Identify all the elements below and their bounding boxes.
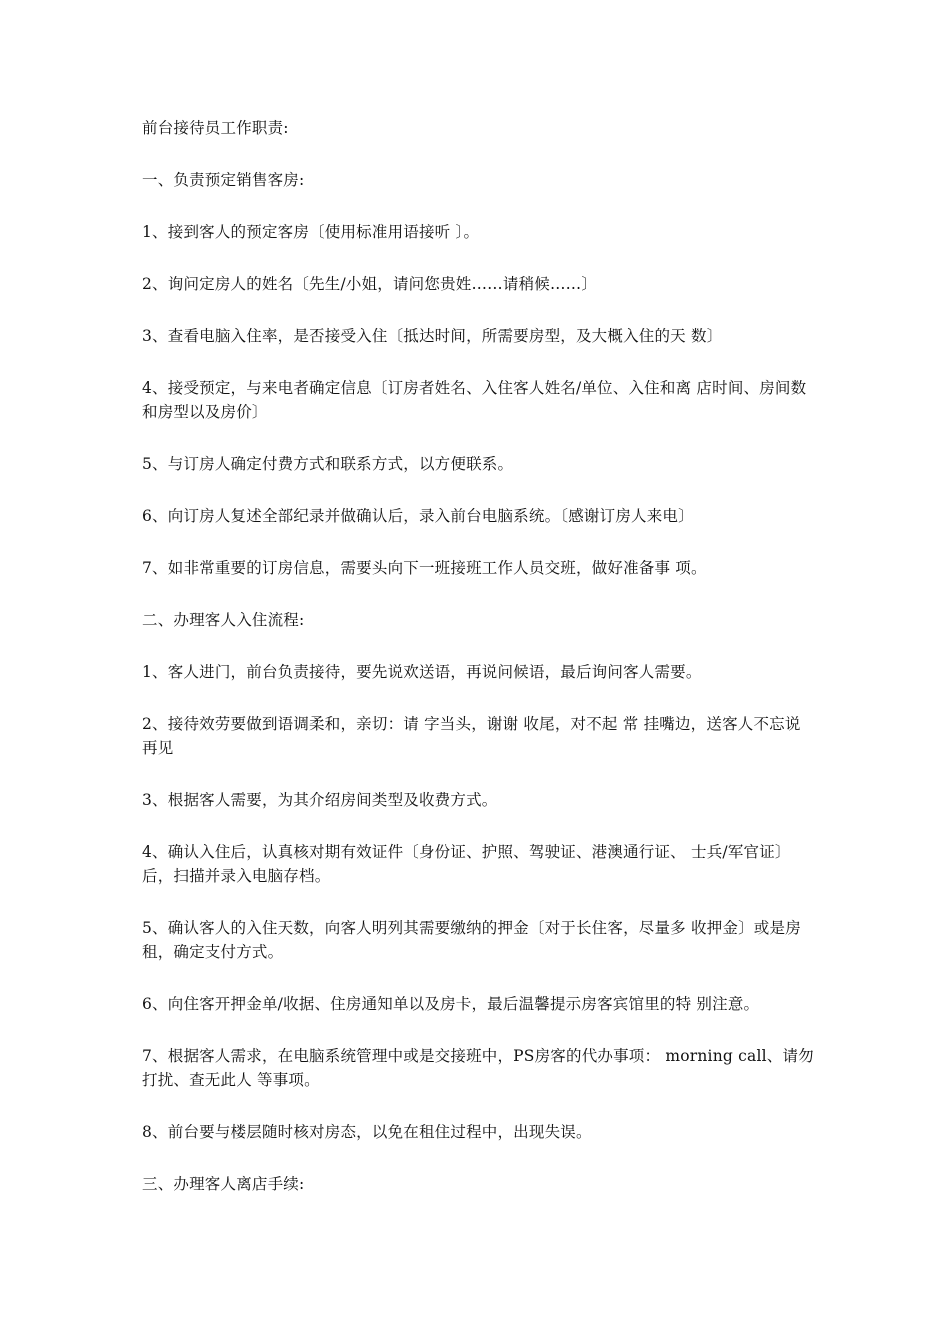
list-item: 7、如非常重要的订房信息，需要头向下一班接班工作人员交班，做好准备事 项。 xyxy=(142,559,707,577)
section-heading-3: 三、办理客人离店手续: xyxy=(142,1175,305,1193)
list-item: 6、向住客开押金单/收据、住房通知单以及房卡，最后温馨提示房客宾馆里的特 别注意。 xyxy=(142,995,760,1013)
list-item: 2、接待效劳要做到语调柔和，亲切：请 字当头，谢谢 收尾，对不起 常 挂嘴边，送客人不忘说再见 xyxy=(142,715,801,757)
section-heading-2: 二、办理客人入住流程: xyxy=(142,611,305,629)
list-item: 3、查看电脑入住率，是否接受入住〔抵达时间，所需要房型，及大概入住的天 数〕 xyxy=(142,327,723,345)
list-item: 2、询问定房人的姓名〔先生/小姐，请问您贵姓……请稍候……〕 xyxy=(142,275,598,293)
section-heading-1: 一、负责预定销售客房: xyxy=(142,171,305,189)
list-item: 4、确认入住后，认真核对期有效证件〔身份证、护照、驾驶证、港澳通行证、 士兵/军官证〕后，扫描并录入电脑存档。 xyxy=(142,843,791,885)
list-item: 7、根据客人需求，在电脑系统管理中或是交接班中，PS房客的代办事项： morning call、请勿打扰、查无此人 等事项。 xyxy=(142,1047,814,1089)
list-item: 1、客人进门，前台负责接待，要先说欢送语，再说问候语，最后询问客人需要。 xyxy=(142,663,702,681)
document-body xyxy=(142,116,814,1224)
list-item: 3、根据客人需要，为其介绍房间类型及收费方式。 xyxy=(142,791,498,809)
list-item: 5、确认客人的入住天数，向客人明列其需要缴纳的押金〔对于长住客，尽量多 收押金〕或是房租，确定支付方式。 xyxy=(142,919,801,961)
list-item: 1、接到客人的预定客房〔使用标准用语接听 〕。 xyxy=(142,223,480,241)
document-title: 前台接待员工作职责: xyxy=(142,119,289,137)
list-item: 4、接受预定，与来电者确定信息〔订房者姓名、入住客人姓名/单位、入住和离 店时间、房间数和房型以及房价〕 xyxy=(142,379,807,421)
list-item: 5、与订房人确定付费方式和联系方式，以方便联系。 xyxy=(142,455,514,473)
list-item: 6、向订房人复述全部纪录并做确认后，录入前台电脑系统。〔感谢订房人来电〕 xyxy=(142,507,694,525)
list-item: 8、前台要与楼层随时核对房态，以免在租住过程中，出现失误。 xyxy=(142,1123,592,1141)
